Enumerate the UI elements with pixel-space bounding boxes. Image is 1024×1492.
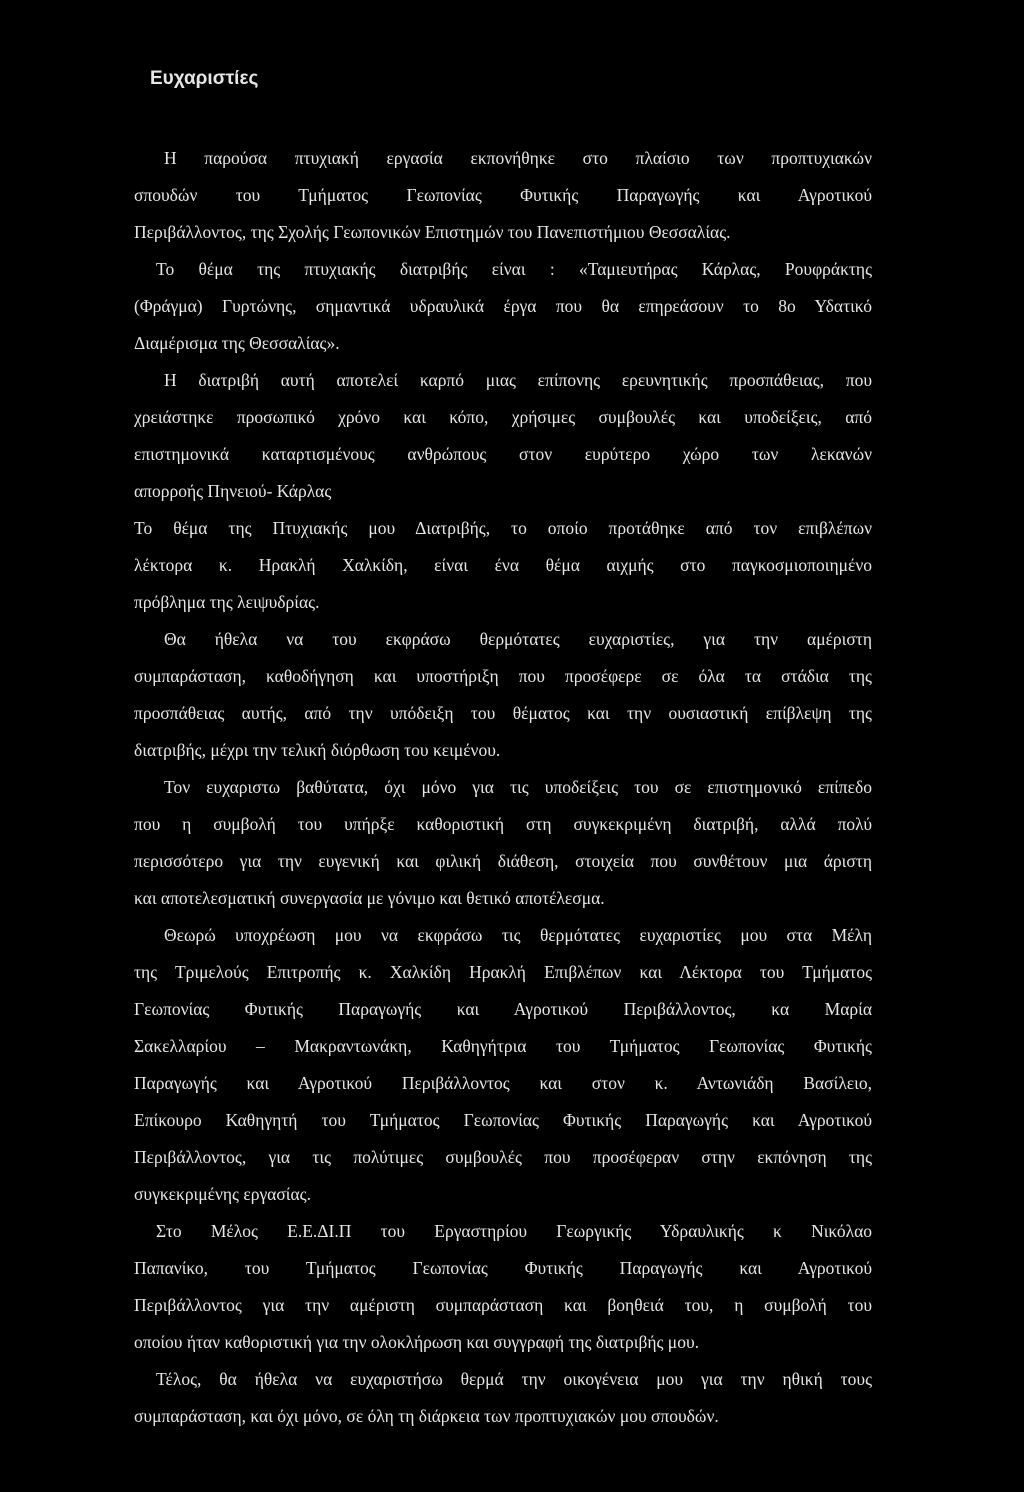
text-line: Σακελλαρίου – Μακραντωνάκη, Καθηγήτρια του Τμήματος Γεωπονίας Φυτικής xyxy=(134,1036,872,1056)
text-line: Παραγωγής και Αγροτικού Περιβάλλοντος και στον κ. Αντωνιάδη Βασίλειο, xyxy=(134,1073,872,1093)
text-line: χρειάστηκε προσωπικό χρόνο και κόπο, χρήσιμες συμβουλές και υποδείξεις, από xyxy=(134,407,872,427)
text-line: Η παρούσα πτυχιακή εργασία εκπονήθηκε στο πλαίσιο των προπτυχιακών xyxy=(164,148,872,168)
text-line: και αποτελεσματική συνεργασία με γόνιμο και θετικό αποτέλεσμα. xyxy=(134,888,605,908)
text-line: επιστημονικά καταρτισμένους ανθρώπους στον ευρύτερο χώρο των λεκανών xyxy=(134,444,872,464)
text-line: Τον ευχαριστω βαθύτατα, όχι μόνο για τις υποδείξεις του σε επιστημονικό επίπεδο xyxy=(164,777,872,797)
text-line: Παπανίκο, του Τμήματος Γεωπονίας Φυτικής Παραγωγής και Αγροτικού xyxy=(134,1258,872,1278)
text-line: Διαμέρισμα της Θεσσαλίας». xyxy=(134,333,340,353)
page-title: Ευχαριστίες xyxy=(150,68,259,89)
text-line: Τέλος, θα ήθελα να ευχαριστήσω θερμά την οικογένεια μου για την ηθική τους xyxy=(156,1369,872,1389)
text-line: που η συμβολή του υπήρξε καθοριστική στη συγκεκριμένη διατριβή, αλλά πολύ xyxy=(134,814,872,834)
text-line: οποίου ήταν καθοριστική για την ολοκλήρωση και συγγραφή της διατριβής μου. xyxy=(134,1332,699,1352)
text-line: Θεωρώ υποχρέωση μου να εκφράσω τις θερμότατες ευχαριστίες μου στα Μέλη xyxy=(164,925,872,945)
text-line: Το θέμα της Πτυχιακής μου Διατριβής, το οποίο προτάθηκε από τον επιβλέπων xyxy=(134,518,872,538)
text-line: Η διατριβή αυτή αποτελεί καρπό μιας επίπονης ερευνητικής προσπάθειας, που xyxy=(164,370,872,390)
text-line: Επίκουρο Καθηγητή του Τμήματος Γεωπονίας Φυτικής Παραγωγής και Αγροτικού xyxy=(134,1110,872,1130)
text-line: πρόβλημα της λειψυδρίας. xyxy=(134,592,320,612)
text-line: Γεωπονίας Φυτικής Παραγωγής και Αγροτικού Περιβάλλοντος, κα Μαρία xyxy=(134,999,872,1019)
text-line: Το θέμα της πτυχιακής διατριβής είναι : «Ταμιευτήρας Κάρλας, Ρουφράκτης xyxy=(156,259,872,279)
text-line: λέκτορα κ. Ηρακλή Χαλκίδη, είναι ένα θέμα αιχμής στο παγκοσμιοποιημένο xyxy=(134,555,872,575)
text-line: Στο Μέλος Ε.Ε.ΔΙ.Π του Εργαστηρίου Γεωργικής Υδραυλικής κ Νικόλαο xyxy=(156,1221,872,1241)
text-line: συμπαράσταση, και όχι μόνο, σε όλη τη διάρκεια των προπτυχιακών μου σπουδών. xyxy=(134,1406,719,1426)
text-line: συμπαράσταση, καθοδήγηση και υποστήριξη που προσέφερε σε όλα τα στάδια της xyxy=(134,666,872,686)
text-line: διατριβής, μέχρι την τελική διόρθωση του κειμένου. xyxy=(134,740,501,760)
text-line: σπουδών του Τμήματος Γεωπονίας Φυτικής Παραγωγής και Αγροτικού xyxy=(134,185,872,205)
text-line: Περιβάλλοντος, της Σχολής Γεωπονικών Επιστημών του Πανεπιστήμιου Θεσσαλίας. xyxy=(134,222,731,242)
text-line: συγκεκριμένης εργασίας. xyxy=(134,1184,311,1204)
text-line: Περιβάλλοντος για την αμέριστη συμπαράσταση και βοηθειά του, η συμβολή του xyxy=(134,1295,872,1315)
text-line: απορροής Πηνειού- Κάρλας xyxy=(134,481,332,501)
text-line: Περιβάλλοντος, για τις πολύτιμες συμβουλές που προσέφεραν στην εκπόνηση της xyxy=(134,1147,872,1167)
text-line: Θα ήθελα να του εκφράσω θερμότατες ευχαριστίες, για την αμέριστη xyxy=(164,629,872,649)
text-line: περισσότερο για την ευγενική και φιλική διάθεση, στοιχεία που συνθέτουν μια άριστη xyxy=(134,851,872,871)
text-line: της Τριμελούς Επιτροπής κ. Χαλκίδη Ηρακλή Επιβλέπων και Λέκτορα του Τμήματος xyxy=(134,962,872,982)
text-line: προσπάθειας αυτής, από την υπόδειξη του θέματος και την ουσιαστική επίβλεψη της xyxy=(134,703,872,723)
text-line: (Φράγμα) Γυρτώνης, σημαντικά υδραυλικά έργα που θα επηρεάσουν το 8ο Υδατικό xyxy=(134,296,872,316)
